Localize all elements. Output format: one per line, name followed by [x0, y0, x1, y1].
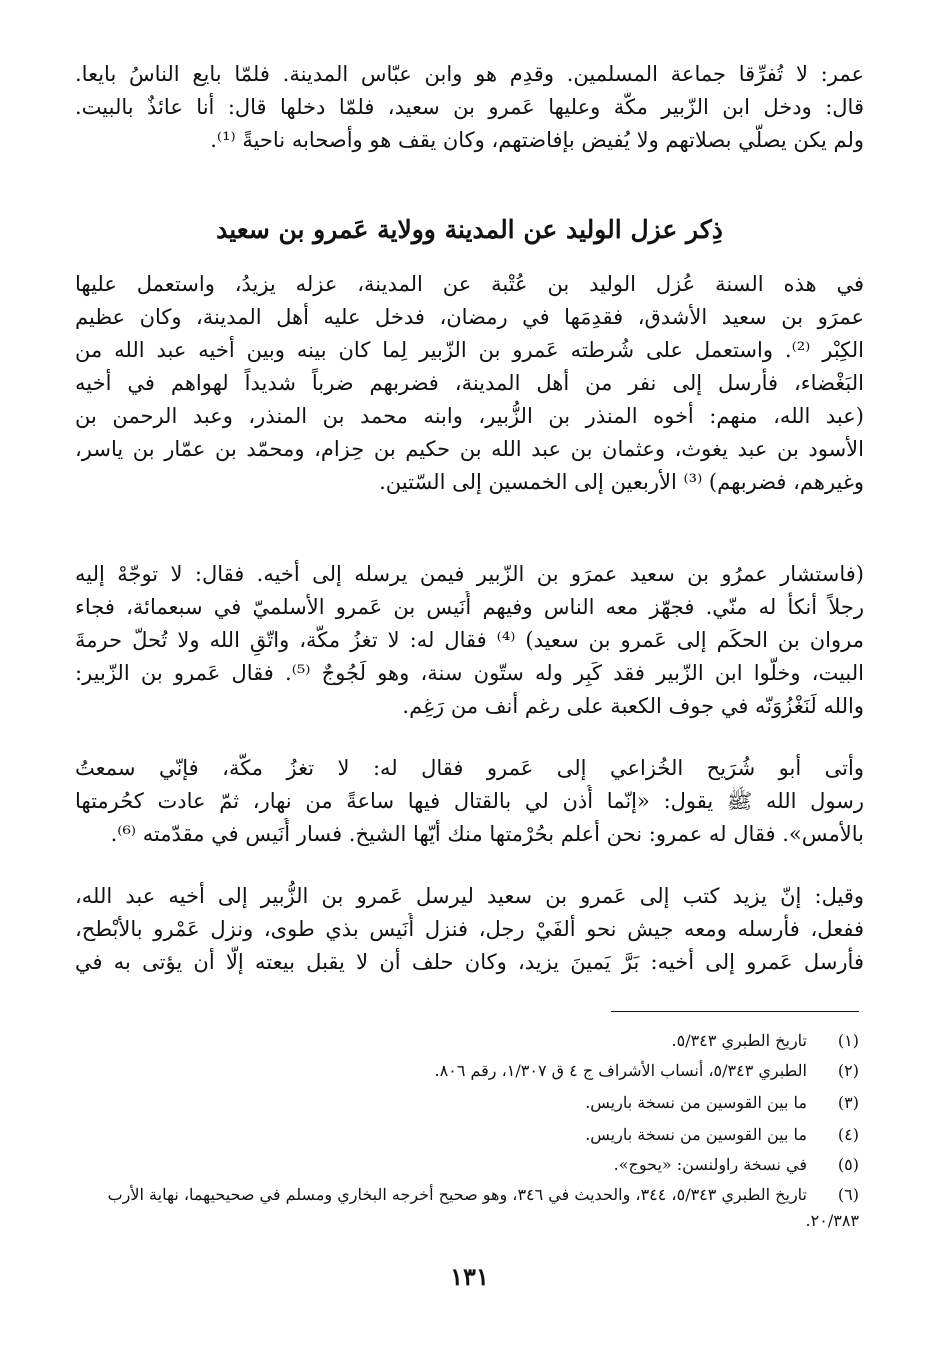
footnote: [75, 1058, 859, 1084]
footnote-number: (١): [837, 1031, 859, 1050]
paragraph-3: [75, 752, 864, 851]
footnote: [75, 1122, 859, 1148]
section-heading: ذِكر عزل الوليد عن المدينة وولاية عَمرو بن سعيد: [216, 215, 723, 244]
footnote-text: في نسخة راولنسن: «يحوج».: [613, 1155, 807, 1174]
text-line: في هذه السنة عُزل الوليد بن عُتْبة عن المدينة، عزله يزيدُ، واستعمل عليها: [75, 272, 864, 296]
footnote-number: (٣): [837, 1093, 859, 1112]
text-line: الكِبْر ⁽²⁾. واستعمل على شُرطته عَمرو بن الزّبير لِما كان بينه وبين أخيه عبد الله من: [75, 338, 864, 362]
footnote: [75, 1152, 859, 1178]
text-line: بالأمس». فقال له عمرو: نحن أعلم بحُرْمتها منك أيّها الشيخ. فسار أُنَيس في مقدّمته ⁽⁶⁾.: [110, 822, 864, 846]
footnote: [75, 1090, 859, 1116]
footnote-divider: [611, 1011, 859, 1012]
text-line: البَغْضاء، فأرسل إلى نفر من أهل المدينة، فضربهم ضرباً شديداً لهواهم في أخيه: [75, 371, 864, 395]
top-paragraph: [75, 58, 864, 157]
paragraph-1: [75, 268, 864, 499]
text-line: وقيل: إنّ يزيد كتب إلى عَمرو بن سعيد ليرسل عَمرو بن الزُّبير إلى أخيه عبد الله،: [75, 884, 864, 908]
footnote-text: تاريخ الطبري ٥/٣٤٣، ٣٤٤، والحديث في ٣٤٦، وهو صحيح أخرجه البخاري ومسلم في صحيحيهما، نهاية الأرب ٢٠/٣٨٣.: [107, 1185, 859, 1230]
text-line: وغيرهم، فضربهم) ⁽³⁾ الأربعين إلى الخمسين إلى السّتين.: [379, 470, 864, 494]
text-line: عمر: لا تُفرِّقا جماعة المسلمين. وقدِم هو وابن عبّاس المدينة. فلمّا بايع الناسُ بايعا.: [75, 62, 864, 86]
text-line: ولم يكن يصلّي بصلاتهم ولا يُفيض بإفاضتهم، وكان يقف هو وأصحابه ناحيةً ⁽¹⁾.: [210, 128, 864, 152]
footnote-number: (٦): [837, 1185, 859, 1204]
text-line: رجلاً أنكأ له منّي. فجهّز معه الناس وفيهم أُنَيس بن عَمرو الأسلميّ في سبعمائة، فجاء: [75, 595, 864, 619]
text-line: الأسود بن عبد يغوث، وعثمان بن عبد الله بن حكيم بن حِزام، ومحمّد بن عمّار بن ياسر،: [75, 437, 864, 461]
footnote: [75, 1182, 859, 1234]
text-line: وأتى أبو شُرَيح الخُزاعي إلى عَمرو فقال له: لا تغزُ مكّة، فإنّي سمعتُ: [75, 756, 864, 780]
footnote-number: (٤): [837, 1125, 859, 1144]
text-line: ففعل، فأرسله ومعه جيش نحو ألفَيْ رجل، فنزل أُنَيس بذي طوى، ونزل عَمْرو بالأبْطح،: [75, 917, 864, 941]
text-line: قال: ودخل ابن الزّبير مكّة وعليها عَمرو بن سعيد، فلمّا دخلها قال: أنا عائذٌ بالبيت.: [75, 95, 864, 119]
page-number: ١٣١: [450, 1262, 489, 1291]
footnote-number: (٥): [837, 1155, 859, 1174]
text-line: فأرسل عَمرو إلى أخيه: بَرَّ يَمينَ يزيد، وكان حلف أن لا يقبل بيعته إلّا أن يؤتى به في: [75, 950, 864, 974]
paragraph-4: [75, 880, 864, 979]
text-line: (عبد الله، منهم: أخوه المنذر بن الزُّبير، وابنه محمد بن المنذر، وعبد الرحمن بن: [75, 404, 864, 428]
text-line: البيت، وخلّوا ابن الزّبير فقد كَبِر وله ستّون سنة، وهو لَجُوجٌ ⁽⁵⁾. فقال عَمرو بن الزّبير:: [75, 661, 864, 685]
footnote: [75, 1028, 859, 1054]
footnote-text: تاريخ الطبري ٥/٣٤٣.: [671, 1031, 807, 1050]
footnote-number: (٢): [837, 1061, 859, 1080]
text-line: (فاستشار عمرُو بن سعيد عمرَو بن الزّبير فيمن يرسله إلى أخيه. فقال: لا توجّهْ إليه: [75, 562, 864, 586]
footnote-text: الطبري ٥/٣٤٣، أنساب الأشراف ج ٤ ق ١/٣٠٧، رقم ٨٠٦.: [434, 1061, 807, 1080]
paragraph-2: [75, 558, 864, 723]
text-line: عمرَو بن سعيد الأشدق، فقدِمَها في رمضان، فدخل عليه أهل المدينة، وكان عظيم: [75, 305, 864, 329]
footnote-text: ما بين القوسين من نسخة باريس.: [585, 1125, 807, 1144]
text-line: والله لَنَغْزُوَنّه في جوف الكعبة على رغم أنف من رَغِم.: [402, 694, 864, 718]
text-line: مروان بن الحكَم إلى عَمرو بن سعيد) ⁽⁴⁾ فقال له: لا تغزُ مكّة، واتّقِ الله ولا تُحلّ حرمةَ: [75, 628, 864, 652]
text-line: رسول الله ﷺ يقول: «إنّما أُذن لي بالقتال فيها ساعةً من نهار، ثمّ عادت كحُرمتها: [75, 789, 864, 813]
footnote-text: ما بين القوسين من نسخة باريس.: [585, 1093, 807, 1112]
